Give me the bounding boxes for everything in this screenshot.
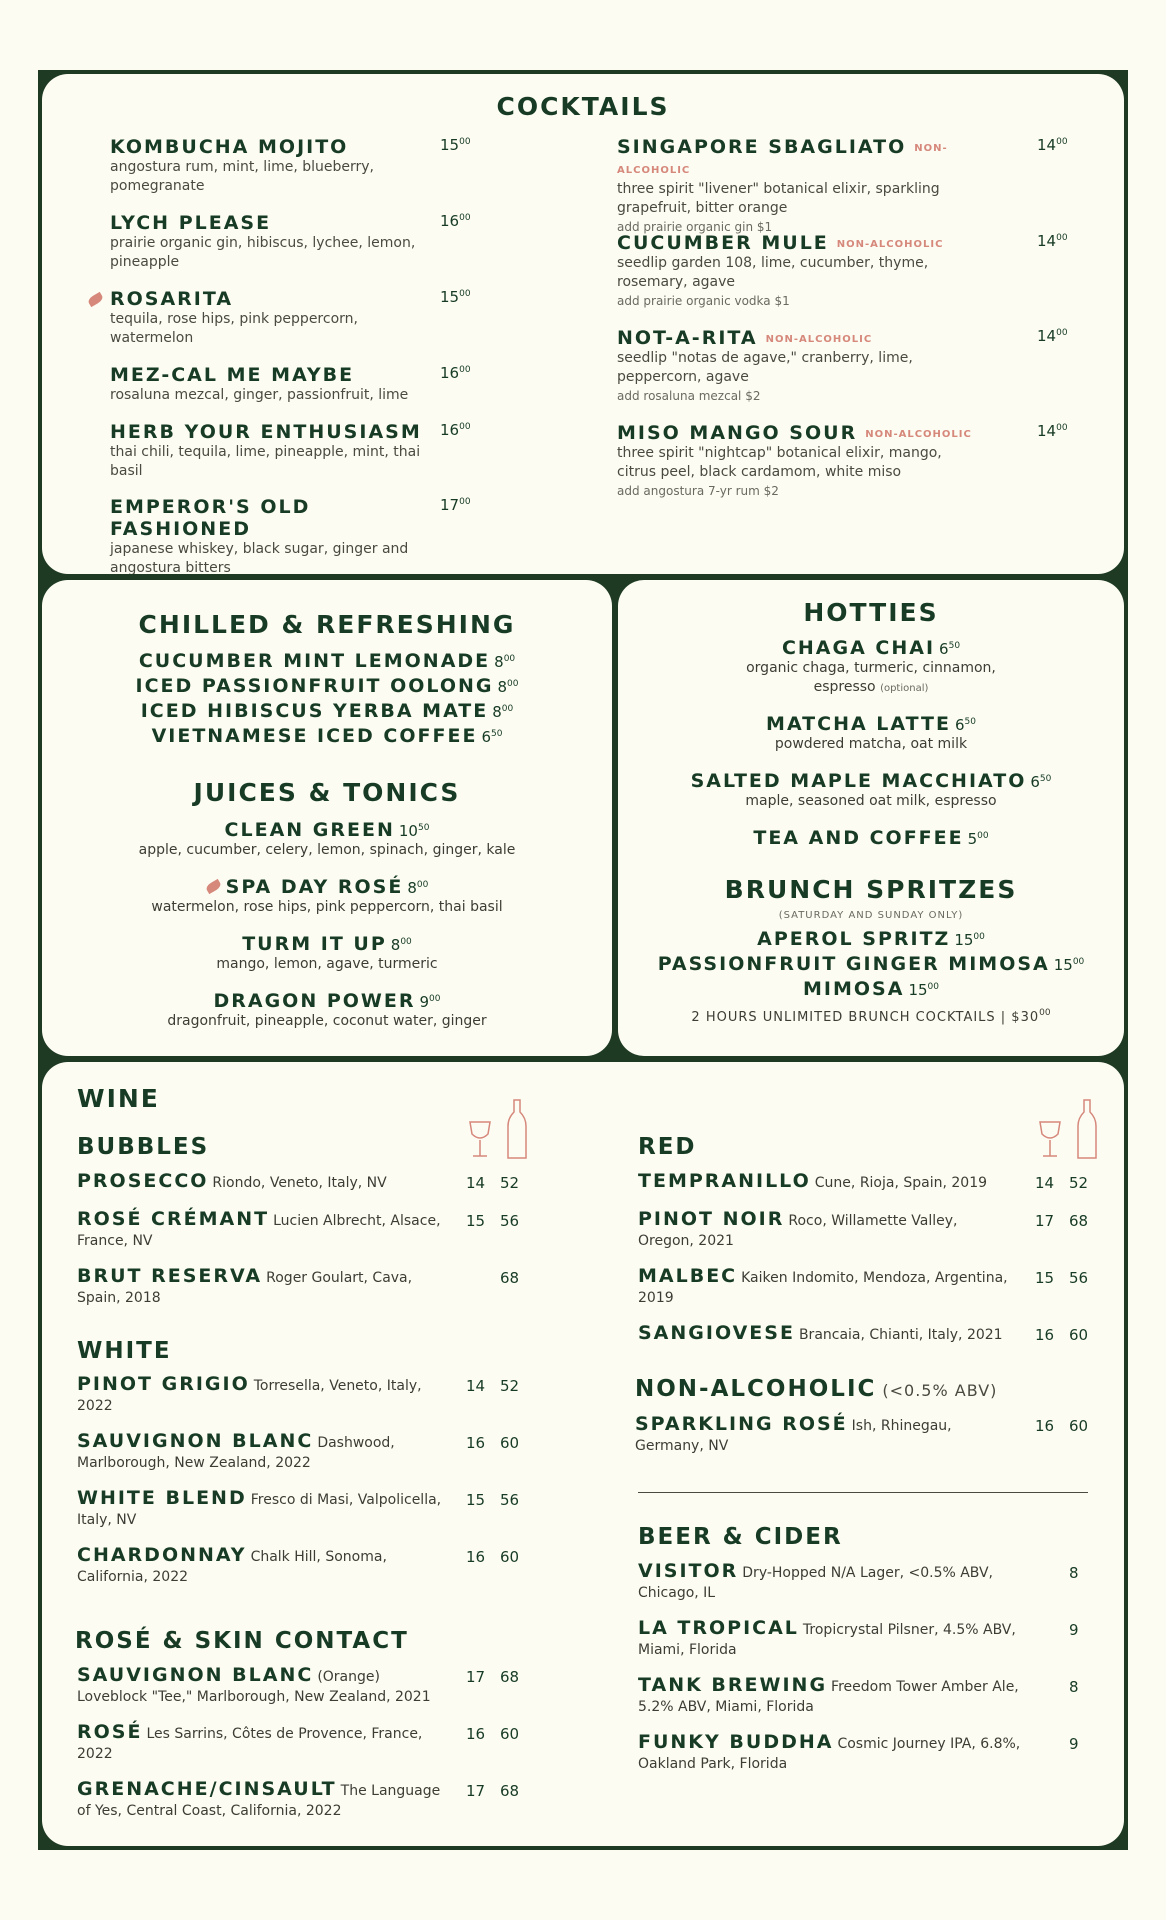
cocktail-name: SINGAPORE SBAGLIATO NON-ALCOHOLIC [617, 136, 948, 176]
wine-item: SAUVIGNON BLANC Dashwood, Marlborough, New Zealand, 2022 [77, 1430, 395, 1471]
glass-price: 16 [466, 1548, 486, 1566]
bottle-price: 68 [500, 1269, 520, 1287]
bottle-price: 52 [1069, 1174, 1089, 1192]
non-alcoholic-tag: NON-ALCOHOLIC [836, 239, 944, 250]
bottle-price: 60 [1069, 1326, 1089, 1344]
cocktail-item [617, 136, 1068, 236]
drink-item: VIETNAMESE ICED COFFEE $6^{50}$ [151, 725, 503, 747]
rose-skin-contact-title: ROSÉ & SKIN CONTACT [75, 1628, 409, 1654]
cocktail-desc: three spirit "livener" botanical elixir, sparkling grapefruit, bitter orange [617, 181, 940, 216]
cocktail-name: KOMBUCHA MOJITO [110, 136, 349, 158]
cocktail-price: $15^{00}$ [440, 136, 471, 154]
bottle-price: 52 [500, 1174, 520, 1192]
cocktail-item [110, 136, 471, 196]
cocktail-name: MEZ-CAL ME MAYBE [110, 364, 355, 386]
wine-item: WHITE BLEND Fresco di Masi, Valpolicella, Italy, NV [77, 1487, 442, 1528]
white-title: WHITE [77, 1338, 172, 1364]
bottle-price: 56 [500, 1212, 520, 1230]
glass-price: 15 [466, 1491, 486, 1509]
beer-cider-title: BEER & CIDER [638, 1524, 843, 1550]
drink-item: ICED HIBISCUS YERBA MATE $8^{00}$ [140, 700, 514, 722]
wine-glass-icon [462, 1098, 532, 1160]
wine-item: SPARKLING ROSÉ Ish, Rhinegau, Germany, NV [635, 1413, 952, 1454]
cocktail-price: $16^{00}$ [440, 364, 471, 382]
bubbles-title: BUBBLES [77, 1134, 210, 1160]
cocktails-card [42, 74, 1124, 574]
glass-price: 17 [466, 1782, 486, 1800]
drink-item: MATCHA LATTE $6^{50}$ powdered matcha, oat milk [766, 713, 976, 752]
bottle-price: 68 [1069, 1212, 1089, 1230]
drink-item: SALTED MAPLE MACCHIATO $6^{50}$ maple, seasoned oat milk, espresso [690, 770, 1052, 809]
beer-price: 8 [1069, 1564, 1079, 1582]
cocktail-name: CUCUMBER MULE NON-ALCOHOLIC [617, 232, 944, 254]
hotties-card [618, 580, 1124, 1056]
cocktail-addon: add rosaluna mezcal $2 [617, 389, 761, 403]
drink-item: ICED PASSIONFRUIT OOLONG $8^{00}$ [135, 675, 519, 697]
bottle-price: 60 [500, 1725, 520, 1743]
drink-item: DRAGON POWER $9^{00}$ dragonfruit, pineapple, coconut water, ginger [167, 990, 487, 1029]
cocktail-addon: add prairie organic gin $1 [617, 220, 773, 234]
cocktail-price: $15^{00}$ [440, 288, 471, 306]
wine-bottle-icon [1032, 1098, 1102, 1160]
bottle-price: 68 [500, 1782, 520, 1800]
drink-item: TURM IT UP $8^{00}$ mango, lemon, agave, turmeric [216, 933, 438, 972]
hotties-title: HOTTIES [803, 598, 939, 627]
wine-item: PINOT NOIR Roco, Willamette Valley, Oregon, 2021 [638, 1208, 958, 1249]
beer-item: FUNKY BUDDHA Cosmic Journey IPA, 6.8%, Oakland Park, Florida [638, 1731, 1021, 1772]
spritzes-subtitle: (SATURDAY AND SUNDAY ONLY) [778, 910, 964, 921]
bottle-price: 56 [500, 1491, 520, 1509]
wine-item: SANGIOVESE Brancaia, Chianti, Italy, 2021 [638, 1322, 1003, 1344]
cocktail-desc: seedlip "notas de agave," cranberry, lime, peppercorn, agave [617, 350, 913, 385]
chilled-card [42, 580, 612, 1056]
wine-item: ROSÉ CRÉMANT Lucien Albrecht, Alsace, France, NV [77, 1208, 441, 1249]
cocktail-desc: seedlip garden 108, lime, cucumber, thyme, rosemary, agave [617, 255, 929, 290]
cocktail-addon: add prairie organic vodka $1 [617, 294, 790, 308]
brunch-unlimited-offer: 2 HOURS UNLIMITED BRUNCH COCKTAILS | $\$30^{00}$ [691, 1008, 1051, 1025]
bottle-price: 60 [500, 1434, 520, 1452]
cocktail-item [617, 422, 1068, 500]
cocktail-price: $14^{00}$ [1037, 232, 1068, 250]
cocktail-name: EMPEROR'S OLD FASHIONED [110, 496, 311, 540]
cocktail-item [617, 232, 1068, 310]
glass-price: 16 [1035, 1417, 1055, 1435]
wine-item: PROSECCO Riondo, Veneto, Italy, NV [77, 1170, 387, 1192]
cocktail-desc: thai chili, tequila, lime, pineapple, mint, thai basil [110, 444, 421, 479]
spritzes-title: BRUNCH SPRITZES [724, 875, 1018, 904]
cocktail-price: $17^{00}$ [440, 496, 471, 514]
glass-price: 17 [1035, 1212, 1055, 1230]
wine-item: MALBEC Kaiken Indomito, Mendoza, Argentina, 2019 [638, 1265, 1008, 1306]
cocktail-desc: prairie organic gin, hibiscus, lychee, lemon, pineapple [110, 235, 416, 270]
cocktail-addon: add angostura 7-yr rum $2 [617, 484, 779, 498]
bottle-price: 60 [500, 1548, 520, 1566]
cocktails-title: COCKTAILS [496, 92, 670, 121]
wine-item: PINOT GRIGIO Torresella, Veneto, Italy, 2022 [77, 1373, 422, 1414]
cocktail-name: HERB YOUR ENTHUSIASM [110, 421, 422, 443]
beer-price: 9 [1069, 1621, 1079, 1639]
cocktail-item [110, 212, 471, 272]
red-title: RED [638, 1134, 697, 1160]
chilled-title: CHILLED & REFRESHING [138, 610, 516, 639]
glass-price: 16 [1035, 1326, 1055, 1344]
non-alcoholic-tag: NON-ALCOHOLIC [865, 429, 972, 440]
cocktail-price: $14^{00}$ [1037, 136, 1068, 154]
glass-price: 15 [1035, 1269, 1055, 1287]
glass-price: 16 [466, 1725, 486, 1743]
wine-item: GRENACHE/CINSAULT The Language of Yes, Central Coast, California, 2022 [77, 1778, 441, 1819]
cocktail-price: $16^{00}$ [440, 212, 471, 230]
juices-title: JUICES & TONICS [193, 778, 461, 807]
cocktail-item [617, 327, 1068, 405]
cocktail-desc: three spirit "nightcap" botanical elixir, mango, citrus peel, black cardamom, white miso [617, 445, 942, 480]
beer-price: 8 [1069, 1678, 1079, 1696]
bottle-price: 68 [500, 1668, 520, 1686]
cocktail-price: $16^{00}$ [440, 421, 471, 439]
bottle-price: 52 [500, 1377, 520, 1395]
cocktail-item [110, 288, 471, 348]
wine-title: WINE [77, 1084, 160, 1113]
cocktail-item [110, 364, 471, 405]
glass-price: 17 [466, 1668, 486, 1686]
glass-price: 15 [466, 1212, 486, 1230]
non-alcoholic-title: NON-ALCOHOLIC (<0.5% ABV) [635, 1376, 998, 1402]
cocktail-price: $14^{00}$ [1037, 327, 1068, 345]
cocktail-price: $14^{00}$ [1037, 422, 1068, 440]
wine-card [42, 1062, 1124, 1846]
drink-item: CLEAN GREEN $10^{50}$ apple, cucumber, celery, lemon, spinach, ginger, kale [138, 819, 516, 858]
cocktail-name: LYCH PLEASE [110, 212, 272, 234]
drink-item: SPA DAY ROSÉ $8^{00}$ watermelon, rose hips, pink peppercorn, thai basil [151, 876, 503, 915]
bottle-price: 60 [1069, 1417, 1089, 1435]
glass-price: 14 [466, 1377, 486, 1395]
bottle-price: 56 [1069, 1269, 1089, 1287]
wine-item: ROSÉ Les Sarrins, Côtes de Provence, France, 2022 [77, 1721, 423, 1762]
cocktail-desc: rosaluna mezcal, ginger, passionfruit, lime [110, 387, 409, 403]
beer-item: LA TROPICAL Tropicrystal Pilsner, 4.5% ABV, Miami, Florida [638, 1617, 1016, 1658]
drink-item: TEA AND COFFEE $5^{00}$ [753, 827, 989, 849]
drink-item: PASSIONFRUIT GINGER MIMOSA $15^{00}$ [657, 953, 1085, 975]
leaf-icon [87, 292, 104, 307]
wine-item: BRUT RESERVA Roger Goulart, Cava, Spain, 2018 [77, 1265, 413, 1306]
drink-item: APEROL SPRITZ $15^{00}$ [757, 928, 985, 950]
beer-item: VISITOR Dry-Hopped N/A Lager, <0.5% ABV, Chicago, IL [638, 1560, 994, 1601]
drink-item: MIMOSA $15^{00}$ [803, 978, 939, 1000]
wine-item: CHARDONNAY Chalk Hill, Sonoma, California, 2022 [77, 1544, 387, 1585]
non-alcoholic-tag: NON-ALCOHOLIC [617, 143, 948, 176]
cocktail-desc: tequila, rose hips, pink peppercorn, watermelon [110, 311, 358, 346]
glass-price: 14 [466, 1174, 486, 1192]
drink-item: CUCUMBER MINT LEMONADE $8^{00}$ [138, 650, 516, 672]
cocktail-name: MISO MANGO SOUR NON-ALCOHOLIC [617, 422, 972, 444]
cocktail-name: NOT-A-RITA NON-ALCOHOLIC [617, 327, 873, 349]
cocktail-desc: angostura rum, mint, lime, blueberry, pomegranate [110, 159, 374, 194]
glass-price: 14 [1035, 1174, 1055, 1192]
drink-item: CHAGA CHAI $6^{50}$ organic chaga, turmeric, cinnamon, espresso (optional) [746, 637, 996, 695]
cocktail-name: ROSARITA [110, 288, 234, 310]
glass-price: 16 [466, 1434, 486, 1452]
cocktail-item [110, 421, 471, 481]
beer-price: 9 [1069, 1735, 1079, 1753]
beer-item: TANK BREWING Freedom Tower Amber Ale, 5.2% ABV, Miami, Florida [638, 1674, 1019, 1715]
divider [638, 1492, 1088, 1493]
non-alcoholic-tag: NON-ALCOHOLIC [765, 334, 873, 345]
wine-item: TEMPRANILLO Cune, Rioja, Spain, 2019 [638, 1170, 988, 1192]
cocktail-desc: japanese whiskey, black sugar, ginger and angostura bitters [110, 541, 409, 574]
wine-item: SAUVIGNON BLANC (Orange) Loveblock "Tee," Marlborough, New Zealand, 2021 [77, 1664, 431, 1705]
cocktail-item [110, 496, 471, 574]
